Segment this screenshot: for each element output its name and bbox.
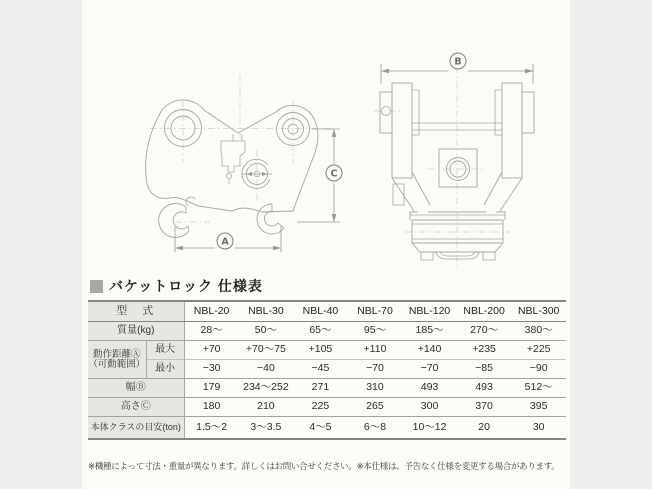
model-nbl20: NBL-20 [184,301,239,322]
cell-stroke-min: −40 [256,362,275,375]
cell-body-class: 30 [532,420,545,433]
side-view-drawing [146,74,342,252]
model-nbl30: NBL-30 [239,301,294,322]
dimension-b [381,53,533,84]
cell-height: 300 [420,400,439,413]
dimension-c [297,129,342,222]
cell-stroke-max: +70〜75 [245,343,286,356]
sub-label-min: 最小 [146,360,184,379]
model-nbl300: NBL-300 [511,301,566,322]
model-nbl70: NBL-70 [348,301,403,322]
table-header-row [88,301,566,322]
cell-stroke-min: −70 [366,362,384,375]
spec-table [88,300,566,440]
cell-stroke-min: −85 [475,362,493,375]
cell-stroke-max: +235 [472,343,496,356]
cell-height: 180 [202,400,221,413]
row-width [88,379,566,398]
cell-stroke-max: +105 [308,343,333,356]
cell-height: 265 [366,400,384,413]
model-nbl200: NBL-200 [457,301,512,322]
cell-height: 210 [257,400,275,413]
dim-label-b: B [454,56,462,68]
cell-mass: 380〜 [524,324,553,337]
cell-body-class: 4〜5 [309,420,332,433]
cell-mass: 65〜 [309,324,332,337]
cell-stroke-max: +140 [417,343,442,356]
cell-width: 512〜 [524,381,553,394]
cell-stroke-max: +225 [526,343,551,356]
cell-width: 493 [475,381,493,394]
row-stroke-max [88,341,566,360]
cell-stroke-max: +110 [363,343,387,356]
page-background [82,0,570,489]
cell-stroke-min: −45 [311,362,330,375]
cell-body-class: 10〜12 [412,420,447,433]
dim-label-a: A [221,236,229,248]
stroke-label-line2: （可動範囲） [88,358,146,370]
technical-drawings [82,0,570,272]
row-label-mass: 質量(kg) [88,322,184,341]
cell-height: 395 [529,400,548,413]
cell-stroke-min: −90 [529,362,548,375]
header-model-label: 型 式 [88,301,184,322]
cell-stroke-max: +70 [202,343,221,356]
cell-body-class: 20 [478,420,490,433]
page-title: バケットロック 仕様表 [109,278,263,294]
cell-width: 271 [311,381,330,394]
cell-mass: 270〜 [470,324,499,337]
section-marker-icon [90,280,103,293]
row-label-body-class: 本体クラスの目安(ton) [88,417,184,440]
dim-label-c: C [330,168,338,180]
row-mass [88,322,566,341]
cell-mass: 185〜 [415,324,444,337]
cell-body-class: 1.5〜2 [196,420,228,433]
cell-width: 310 [366,381,384,394]
section-title-row [90,276,263,296]
row-label-stroke [88,341,146,379]
cell-height: 225 [311,400,330,413]
front-view-drawing [374,52,534,268]
footnote: ※機種によって寸法・重量が異なります。詳しくはお問い合せください。※本仕様は、予告なく仕様を変更する場合があります。 [88,461,560,471]
cell-stroke-min: −70 [420,362,439,375]
row-height [88,398,566,417]
cell-width: 179 [202,381,221,394]
cell-width: 493 [420,381,439,394]
stroke-label-line1: 動作距離Ⓐ [93,348,141,360]
row-stroke-min [88,360,566,379]
row-label-width: 幅Ⓑ [88,379,184,398]
cell-width: 234〜252 [243,381,289,394]
model-nbl40: NBL-40 [293,301,348,322]
cell-body-class: 6〜8 [363,420,387,433]
row-label-height: 高さⒸ [88,398,184,417]
cell-mass: 95〜 [363,324,387,337]
cell-stroke-min: −30 [202,362,221,375]
dimension-a [175,225,281,252]
cell-body-class: 3〜3.5 [250,420,282,433]
row-body-class [88,417,566,440]
model-nbl120: NBL-120 [402,301,457,322]
cell-mass: 28〜 [200,324,223,337]
cell-mass: 50〜 [254,324,277,337]
sub-label-max: 最大 [146,341,184,360]
cell-height: 370 [475,400,493,413]
